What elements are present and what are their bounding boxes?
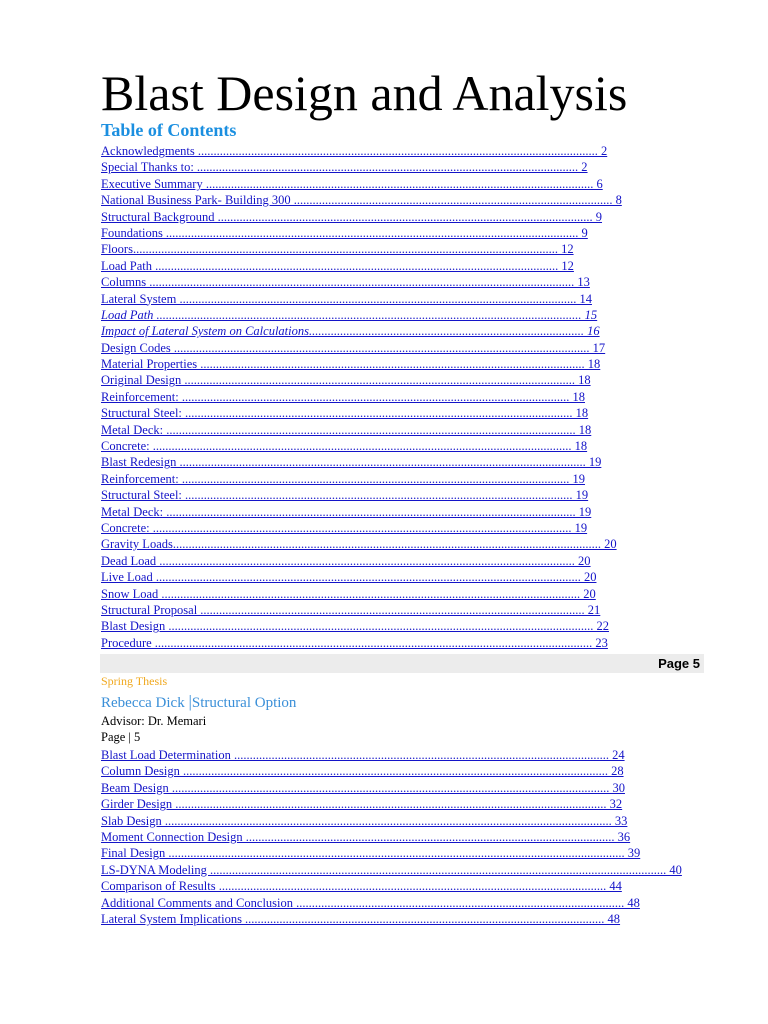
option-label: Structural Option xyxy=(191,695,297,711)
toc-entry-link[interactable]: Girder Design .......................................................................................................................................... 32 xyxy=(101,797,623,812)
toc-entry-link[interactable]: Additional Comments and Conclusion ......................................................................................................... 48 xyxy=(101,895,640,910)
toc-entry-link[interactable]: Procedure ............................................................................................................................................ 23 xyxy=(101,635,608,650)
document-title: Blast Design and Analysis xyxy=(101,65,628,121)
toc-entry-link[interactable]: Beam Design ............................................................................................................................................ 30 xyxy=(101,780,625,795)
toc-entry-link[interactable]: Load Path ................................................................................................................................. 12 xyxy=(101,258,574,273)
toc-list-part-1 xyxy=(101,143,721,651)
toc-entry-link[interactable]: Lateral System ............................................................................................................................... 14 xyxy=(101,291,592,306)
toc-heading: Table of Contents xyxy=(101,120,237,140)
toc-entry-link[interactable]: Acknowledgments ................................................................................................................................ 2 xyxy=(101,144,608,158)
toc-entry-link[interactable]: Reinforcement: ............................................................................................................................ 18 xyxy=(101,389,585,404)
toc-entry-link[interactable]: Snow Load ...................................................................................................................................... 20 xyxy=(101,586,596,601)
toc-entry-link[interactable]: Columns ........................................................................................................................................ 13 xyxy=(101,275,590,290)
toc-entry-link[interactable]: Reinforcement: ............................................................................................................................ 19 xyxy=(101,471,585,486)
toc-entry-link[interactable]: Metal Deck: ................................................................................................................................... 18 xyxy=(101,422,592,437)
toc-entry-link[interactable]: Impact of Lateral System on Calculations........................................................................................ 16 xyxy=(101,324,600,339)
toc-entry-link[interactable]: Lateral System Implications ................................................................................................................... 48 xyxy=(101,911,621,926)
toc-entry-link[interactable]: Structural Proposal ........................................................................................................................... 21 xyxy=(101,602,601,617)
footer-page-label: Page 5 xyxy=(658,656,700,671)
toc-entry-link[interactable]: Slab Design ............................................................................................................................................... 33 xyxy=(101,813,628,828)
toc-entry-link[interactable]: Floors........................................................................................................................................ 12 xyxy=(101,242,574,257)
toc-entry-link[interactable]: Foundations .................................................................................................................................... 9 xyxy=(101,225,588,240)
toc-entry-link[interactable]: Live Load ........................................................................................................................................ 20 xyxy=(101,570,597,585)
toc-entry-link[interactable]: Column Design ........................................................................................................................................ 28 xyxy=(101,764,624,779)
toc-entry-link[interactable]: Moment Connection Design ...................................................................................................................... 36 xyxy=(101,829,631,844)
running-header-advisor: Advisor: Dr. Memari xyxy=(101,714,207,728)
running-header-spring-thesis: Spring Thesis xyxy=(101,674,168,688)
toc-entry-link[interactable]: Concrete: ...................................................................................................................................... 19 xyxy=(101,520,588,535)
toc-entry-link[interactable]: Structural Background ........................................................................................................................ 9 xyxy=(101,209,603,224)
toc-entry-link[interactable]: Special Thanks to: .......................................................................................................................... 2 xyxy=(101,160,588,175)
toc-entry-link[interactable]: Dead Load ..................................................................................................................................... 20 xyxy=(101,553,591,568)
toc-entry-link[interactable]: Final Design .................................................................................................................................................. 39 xyxy=(101,846,641,861)
toc-entry-link[interactable]: Metal Deck: ................................................................................................................................... 19 xyxy=(101,504,592,519)
running-header-author xyxy=(101,692,296,713)
toc-entry-link[interactable]: Material Properties ........................................................................................................................... 18 xyxy=(101,357,601,372)
toc-entry-link[interactable]: LS-DYNA Modeling .................................................................................................................................................. 40 xyxy=(101,862,682,877)
toc-entry-link[interactable]: Structural Steel: ............................................................................................................................ 19 xyxy=(101,488,589,503)
toc-entry-link[interactable]: Structural Steel: ............................................................................................................................ 18 xyxy=(101,406,589,421)
page-footer-bar xyxy=(100,654,704,673)
toc-entry-link[interactable]: Concrete: ...................................................................................................................................... 18 xyxy=(101,439,588,454)
toc-entry-link[interactable]: Blast Load Determination ........................................................................................................................ 24 xyxy=(101,748,625,762)
toc-entry-link[interactable]: Design Codes ..................................................................................................................................... 17 xyxy=(101,340,606,355)
toc-entry-link[interactable]: National Business Park- Building 300 ...................................................................................................... 8 xyxy=(101,193,622,208)
toc-entry-link[interactable]: Blast Redesign .................................................................................................................................. 19 xyxy=(101,455,602,470)
toc-entry-link[interactable]: Load Path ........................................................................................................................................ 15 xyxy=(101,307,598,322)
toc-entry-link[interactable]: Original Design ............................................................................................................................. 18 xyxy=(101,373,591,388)
toc-list-part-2 xyxy=(101,747,721,927)
toc-entry-link[interactable]: Comparison of Results ............................................................................................................................ 44 xyxy=(101,879,622,894)
toc-entry-link[interactable]: Blast Design ........................................................................................................................................ 22 xyxy=(101,619,609,634)
running-header-page-number: Page | 5 xyxy=(101,730,141,744)
header-separator: | xyxy=(188,692,192,711)
toc-entry-link[interactable]: Executive Summary ............................................................................................................................ 6 xyxy=(101,176,603,191)
author-name: Rebecca Dick xyxy=(101,695,185,711)
toc-entry-link[interactable]: Gravity Loads......................................................................................................................................... 20 xyxy=(101,537,617,552)
